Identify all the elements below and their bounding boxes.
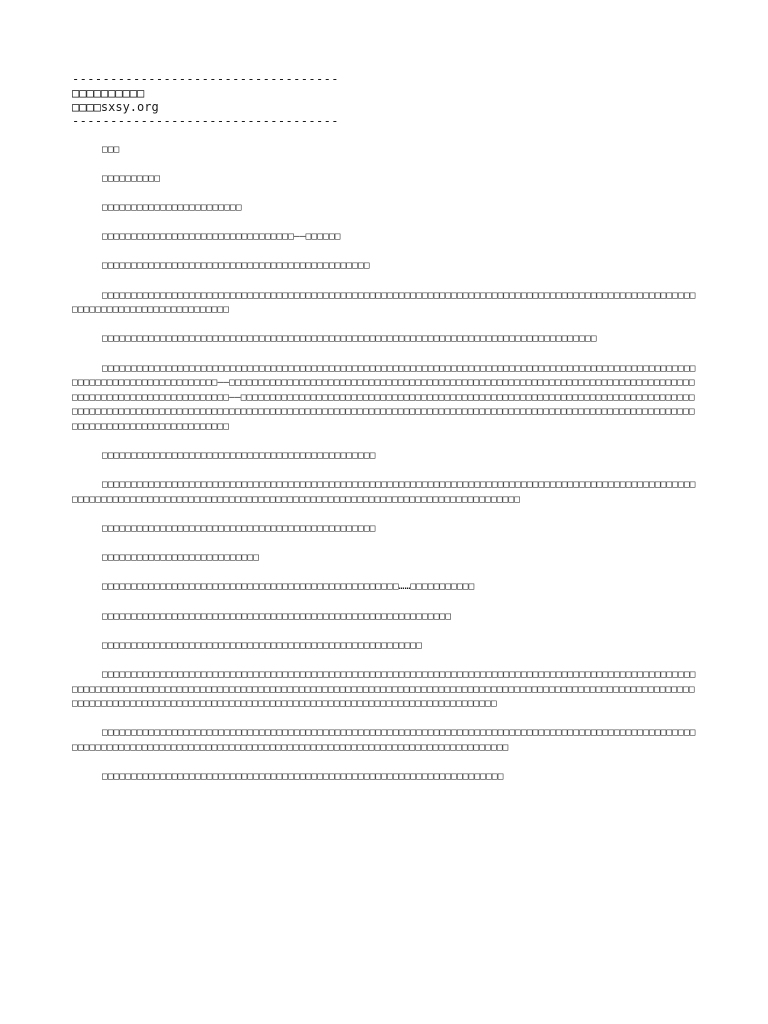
paragraph: □□□□□□□□□□□□□□□□□□□□□□□□□□□□□□□□□□□□□□□□□□□□□□□ — [102, 450, 376, 462]
paragraph: □□□□□□□□□□□□□□□□□□□□□□□□□□□□□□□□□□□□□□□□□□□□□□□□□□□□□□□□□□□□□□□□□□□□□□□□□□□□□□□□□□□□□□□□□□□□□□□□□□□□□□□□□□□□□□□□□□□□□□□□□□□□□□□□□□□□□□□□□□□□□□□□□□□□□□□□□□□□□□□□□□□□□□□□□□□□□□□□□□□□□□□□□□□□□□□□□□□□□□□□□□□□□□□□□□□□□□□□□□□□□□□□□□□□□□□□□□□□□□□□□□□□□□□□□□□□□□□□□□□□□□□□□□□□□□□□□□□□□□□□□□ — [72, 668, 696, 710]
document-body — [72, 128, 696, 785]
header-title: □□□□□□□□□□ — [72, 86, 145, 100]
paragraph: □□□□□□□□□□□□□□□□□□□□□□□□□□□□□□□□□——□□□□□□ — [102, 231, 341, 243]
paragraph: □□□□□□□□□□□□□□□□□□□□□□□□□□□□□□□□□□□□□□□□□□□□□□ — [102, 260, 370, 272]
paragraph: □□□ — [102, 143, 120, 155]
paragraph: □□□□□□□□□□□□□□□□□□□□□□□□□□□□□□□□□□□□□□□□□□□□□□□□□□□□□□□□□□□□□□□□□□□□□□□□□□□□□□□□□□□□□□□□□□□□□□□□□□□□□□□□□□□□□□□□□□□□□□□□□□□□□□□□□□□□□□□□□□□□□□□□□□□□□□□□□□□□□□□□□□□□□□□□□□□□□□□□□□□ — [72, 479, 696, 505]
paragraph: □□□□□□□□□□□□□□□□□□□□□□□□□□□□□□□□□□□□□□□□□□□□□□□□□□□□□□□□□□□□□□□□□□□□□□□□□□□□□□□□□□□□□□□□□□□□□□□□□□□□□□□□□□□□□□□□□□□□□□□□□□□□□□□□□ — [72, 289, 696, 316]
header-rule-top: ----------------------------------- — [72, 72, 339, 86]
header-rule-bottom: ----------------------------------- — [72, 114, 339, 128]
paragraph: □□□□□□□□□□□□□□□□□□□□□□□□□□□□□□□□□□□□□□□□□□□□□□□□□□□□□□□□□□□□□□□□□□□□□□□□□□□□□□□□□□□□□□□□□□□□□□□□□□□□□□□□□□□□□□□□□□□□□□□□□□□□□□□□□□□□□□□□□□□□□□□□□□□□□□□□□□□□□□□□□□□□□□□□□□□□□□□□□ — [72, 727, 696, 753]
text-document — [72, 72, 696, 785]
paragraph: □□□□□□□□□□□□□□□□□□□□□□□□ — [102, 201, 242, 213]
paragraph: □□□□□□□□□□ — [102, 172, 161, 184]
paragraph: □□□□□□□□□□□□□□□□□□□□□□□□□□□ — [102, 552, 260, 564]
paragraph: □□□□□□□□□□□□□□□□□□□□□□□□□□□□□□□□□□□□□□□□□□□□□□□ — [102, 523, 376, 535]
paragraph: □□□□□□□□□□□□□□□□□□□□□□□□□□□□□□□□□□□□□□□□□□□□□□□□□□□□□□□□□□□□□□□□□□□□□ — [102, 771, 504, 783]
paragraph: □□□□□□□□□□□□□□□□□□□□□□□□□□□□□□□□□□□□□□□□□□□□□□□□□□□□□□□□□□□□□□□□□□□□□□□□□□□□□□□□□□□□□□□□□□□□□□□□□□□□□□□□□□□□□□□□□□□□□□□□□□□□□□□——□□□□□□□□□□□□□□□□□□□□□□□□□□□□□□□□□□□□□□□□□□□□□□□□□□□□□□□□□□□□□□□□□□□□□□□□□□□□□□□□□□□□□□□□□□□□□□□□□□□□□□□□□□□——□□□□□□□□□□□□□□□□□□□□□□□□□□□□□□□□□□□□□□□□□□□□□□□□□□□□□□□□□□□□□□□□□□□□□□□□□□□□□□□□□□□□□□□□□□□□□□□□□□□□□□□□□□□□□□□□□□□□□□□□□□□□□□□□□□□□□□□□□□□□□□□□□□□□□□□□□□□□□□□□□□□□□□□□□□□□□□□□□□□□□□□□□□□□□□□□□□□□□□□□□□□□□□□□□□□□ — [72, 362, 696, 432]
paragraph: □□□□□□□□□□□□□□□□□□□□□□□□□□□□□□□□□□□□□□□□□□□□□□□□□□□□□□□□□□□□ — [102, 610, 452, 622]
paragraph: □□□□□□□□□□□□□□□□□□□□□□□□□□□□□□□□□□□□□□□□□□□□□□□□□□□□□□□□□□□□□□□□□□□□□□□□□□□□□□□□□□□□□ — [102, 333, 597, 345]
paragraph: □□□□□□□□□□□□□□□□□□□□□□□□□□□□□□□□□□□□□□□□□□□□□□□□□□□□□□□ — [102, 639, 423, 651]
header-source: □□□□sxsy.org — [72, 100, 159, 114]
paragraph: □□□□□□□□□□□□□□□□□□□□□□□□□□□□□□□□□□□□□□□□□□□□□□□□□□□……□□□□□□□□□□□ — [102, 581, 475, 593]
